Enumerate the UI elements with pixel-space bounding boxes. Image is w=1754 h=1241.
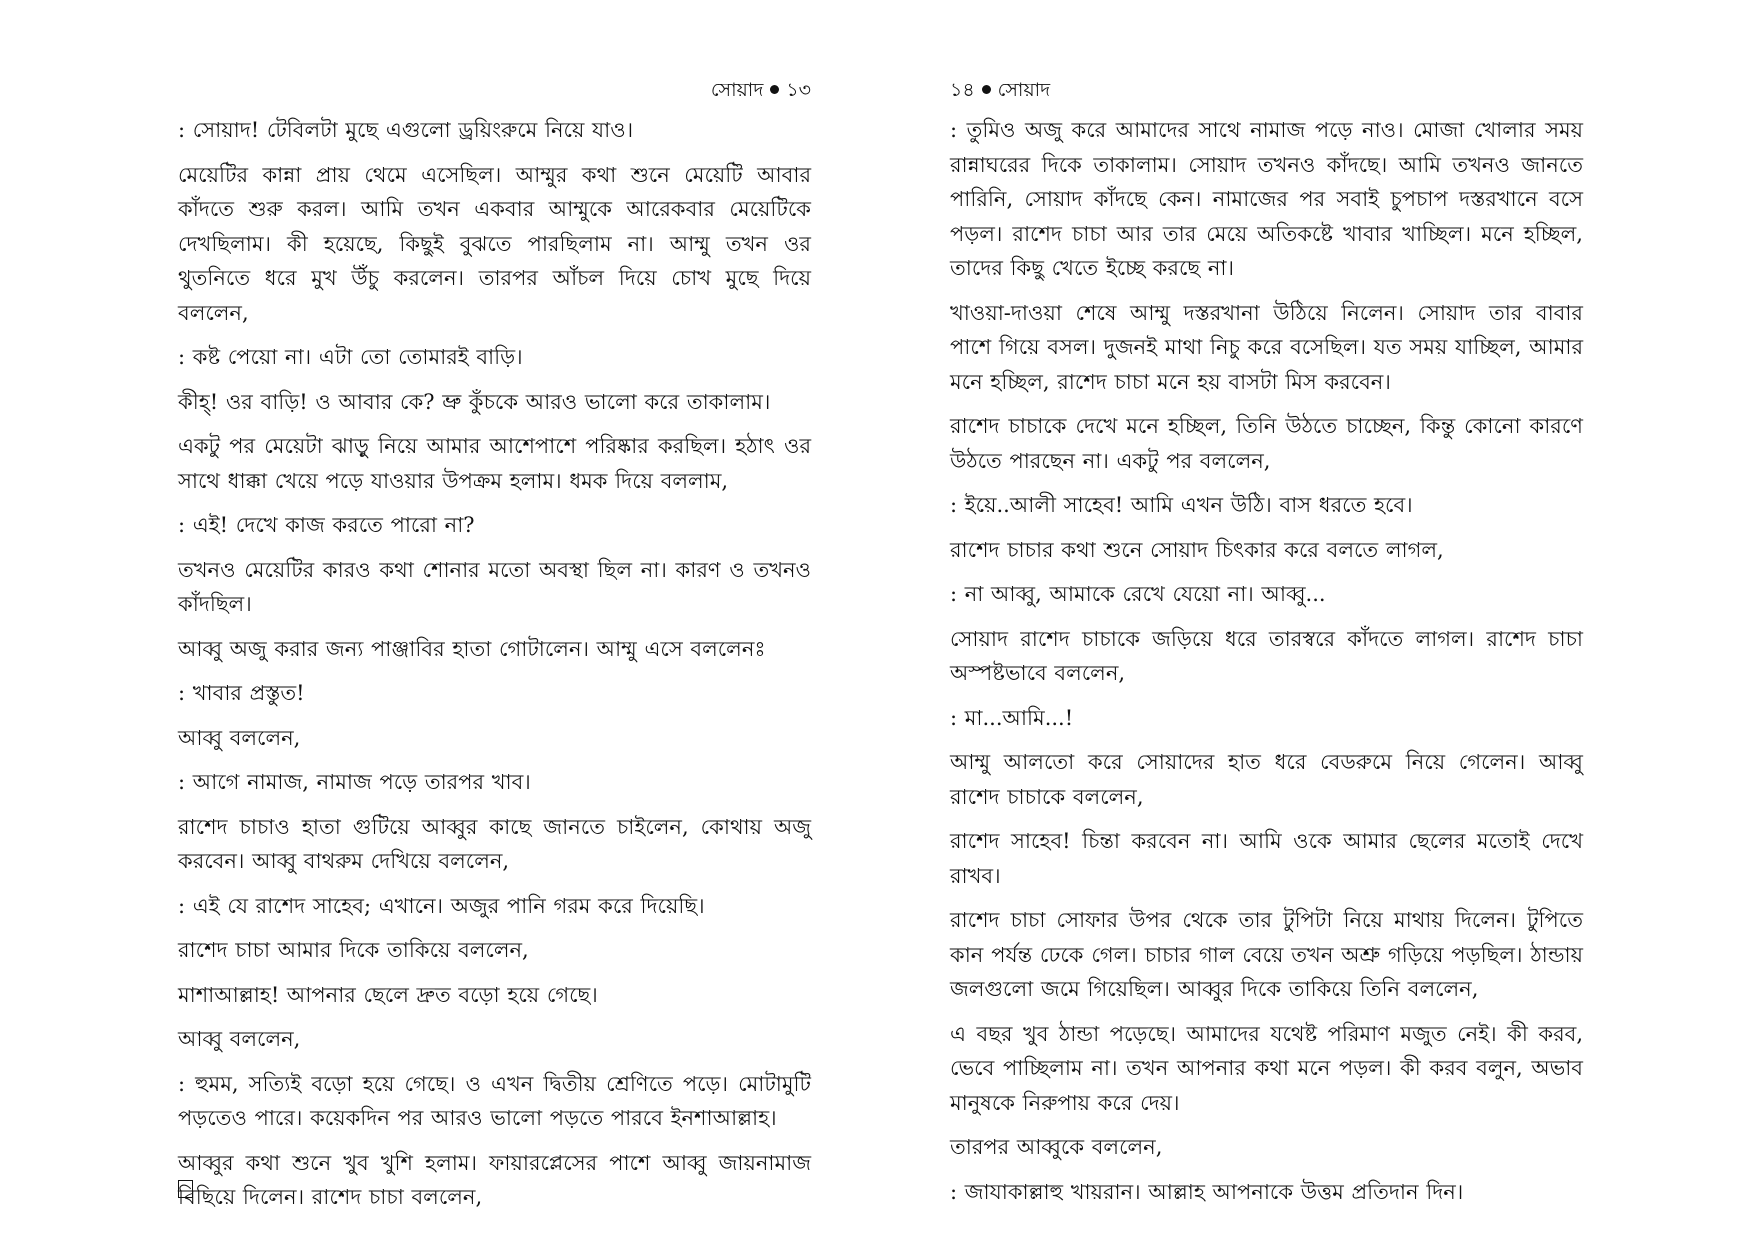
left-running-head xyxy=(711,77,811,103)
paragraph: : হুমম, সত্যিই বড়ো হয়ে গেছে। ও এখন দ্বিতীয় শ্রেণিতে পড়ে। মোটামুটি পড়তেও পারে। কয়েকদিন পর আরও ভালো পড়তে পারবে ইনশাআল্লাহ। xyxy=(178,1071,811,1130)
right-running-head xyxy=(950,77,1050,103)
left-book-title: সোয়াদ xyxy=(710,79,764,101)
paragraph: এ বছর খুব ঠান্ডা পড়েছে। আমাদের যথেষ্ট পরিমাণ মজুত নেই। কী করব, ভেবে পাচ্ছিলাম না। তখন আপনার কথা মনে পড়ল। কী করব বলুন, অভাব মানুষকে নিরুপায় করে দেয়। xyxy=(950,1021,1583,1115)
paragraph: আব্বু বললেন, xyxy=(178,1027,301,1051)
bullet-separator xyxy=(982,85,991,94)
paragraph: মেয়েটির কান্না প্রায় থেমে এসেছিল। আম্মুর কথা শুনে মেয়েটি আবার কাঁদতে শুরু করল। আমি তখন একবার আম্মুকে আরেকবার মেয়েটিকে দেখছিলাম। কী হয়েছে, কিছুই বুঝতে পারছিলাম না। আম্মু তখন ওর থুতনিতে ধরে মুখ উঁচু করলেন। তারপর আঁচল দিয়ে চোখ মুছে দিয়ে বললেন, xyxy=(178,162,811,325)
paragraph: রাশেদ চাচাকে দেখে মনে হচ্ছিল, তিনি উঠতে চাচ্ছেন, কিন্তু কোনো কারণে উঠতে পারছেন না। একটু পর বললেন, xyxy=(950,414,1583,473)
paragraph: : তুমিও অজু করে আমাদের সাথে নামাজ পড়ে নাও। মোজা খোলার সময় রান্নাঘরের দিকে তাকালাম। সোয়াদ তখনও কাঁদছে। আমি তখনও জানতে পারিনি, সোয়াদ কাঁদছে কেন। নামাজের পর সবাই চুপচাপ দস্তরখানে বসে পড়ল। রাশেদ চাচা আর তার মেয়ে অতিকষ্টে খাবার খাচ্ছিল। মনে হচ্ছিল, তাদের কিছু খেতে ইচ্ছে করছে না। xyxy=(950,118,1583,280)
paragraph: রাশেদ চাচা আমার দিকে তাকিয়ে বললেন, xyxy=(178,938,529,962)
paragraph: রাশেদ সাহেব! চিন্তা করবেন না। আমি ওকে আমার ছেলের মতোই দেখে রাখব। xyxy=(950,829,1583,888)
paragraph: : ইয়ে..আলী সাহেব! আমি এখন উঠি। বাস ধরতে হবে। xyxy=(950,493,1413,517)
paragraph: আব্বুর কথা শুনে খুব খুশি হলাম। ফায়ারপ্লেসের পাশে আব্বু জায়নামাজ বিছিয়ে দিলেন। রাশেদ চাচা বললেন, xyxy=(178,1150,811,1209)
paragraph: : আগে নামাজ, নামাজ পড়ে তারপর খাব। xyxy=(178,770,531,794)
paragraph: : কষ্ট পেয়ো না। এটা তো তোমারই বাড়ি। xyxy=(178,345,523,369)
bullet-separator xyxy=(770,85,779,94)
end-square-icon xyxy=(178,1180,193,1198)
paragraph: আম্মু আলতো করে সোয়াদের হাত ধরে বেডরুমে নিয়ে গেলেন। আব্বু রাশেদ চাচাকে বললেন, xyxy=(950,750,1583,809)
paragraph: কীহ্! ওর বাড়ি! ও আবার কে? ভ্রু কুঁচকে আরও ভালো করে তাকালাম। xyxy=(178,389,771,414)
paragraph: : জাযাকাল্লাহু খায়রান। আল্লাহ আপনাকে উত্তম প্রতিদান দিন। xyxy=(950,1179,1464,1204)
left-body-text xyxy=(178,113,811,1225)
paragraph: তারপর আব্বুকে বললেন, xyxy=(950,1135,1163,1159)
paragraph: রাশেদ চাচার কথা শুনে সোয়াদ চিৎকার করে বলতে লাগল, xyxy=(950,537,1444,562)
right-body-text xyxy=(950,113,1583,1219)
paragraph: : মা...আমি...! xyxy=(950,705,1074,730)
paragraph: সোয়াদ রাশেদ চাচাকে জড়িয়ে ধরে তারস্বরে কাঁদতে লাগল। রাশেদ চাচা অস্পষ্টভাবে বললেন, xyxy=(950,626,1583,685)
right-book-title: সোয়াদ xyxy=(997,79,1051,101)
paragraph: মাশাআল্লাহ! আপনার ছেলে দ্রুত বড়ো হয়ে গেছে। xyxy=(178,982,598,1007)
paragraph: তখনও মেয়েটির কারও কথা শোনার মতো অবস্থা ছিল না। কারণ ও তখনও কাঁদছিল। xyxy=(178,557,811,616)
paragraph: : না আব্বু, আমাকে রেখে যেয়ো না। আব্বু... xyxy=(950,582,1326,606)
paragraph: রাশেদ চাচাও হাতা গুটিয়ে আব্বুর কাছে জানতে চাইলেন, কোথায় অজু করবেন। আব্বু বাথরুম দেখিয়ে বললেন, xyxy=(178,814,811,873)
paragraph: রাশেদ চাচা সোফার উপর থেকে তার টুপিটা নিয়ে মাথায় দিলেন। টুপিতে কান পর্যন্ত ঢেকে গেল। চাচার গাল বেয়ে তখন অশ্রু গড়িয়ে পড়ছিল। ঠান্ডায় জলগুলো জমে গিয়েছিল। আব্বুর দিকে তাকিয়ে তিনি বললেন, xyxy=(950,908,1583,1001)
paragraph: আব্বু অজু করার জন্য পাঞ্জাবির হাতা গোটালেন। আম্মু এসে বললেনঃ xyxy=(178,636,766,661)
paragraph: খাওয়া-দাওয়া শেষে আম্মু দস্তরখানা উঠিয়ে নিলেন। সোয়াদ তার বাবার পাশে গিয়ে বসল। দুজনই মাথা নিচু করে বসেছিল। যত সময় যাচ্ছিল, আমার মনে হচ্ছিল, রাশেদ চাচা মনে হয় বাসটা মিস করবেন। xyxy=(950,300,1583,394)
paragraph: : সোয়াদ! টেবিলটা মুছে এগুলো ড্রয়িংরুমে নিয়ে যাও। xyxy=(178,118,634,142)
paragraph: আব্বু বললেন, xyxy=(178,725,301,750)
paragraph: : এই! দেখে কাজ করতে পারো না? xyxy=(178,513,475,537)
right-page-number: ১৪ xyxy=(950,79,975,101)
paragraph: : খাবার প্রস্তুত! xyxy=(178,681,305,705)
paragraph: একটু পর মেয়েটা ঝাড়ু নিয়ে আমার আশেপাশে পরিষ্কার করছিল। হঠাৎ ওর সাথে ধাক্কা খেয়ে পড়ে যাওয়ার উপক্রম হলাম। ধমক দিয়ে বললাম, xyxy=(178,434,811,493)
paragraph: : এই যে রাশেদ সাহেব; এখানে। অজুর পানি গরম করে দিয়েছি। xyxy=(178,893,705,918)
left-page-number: ১৩ xyxy=(786,79,811,101)
